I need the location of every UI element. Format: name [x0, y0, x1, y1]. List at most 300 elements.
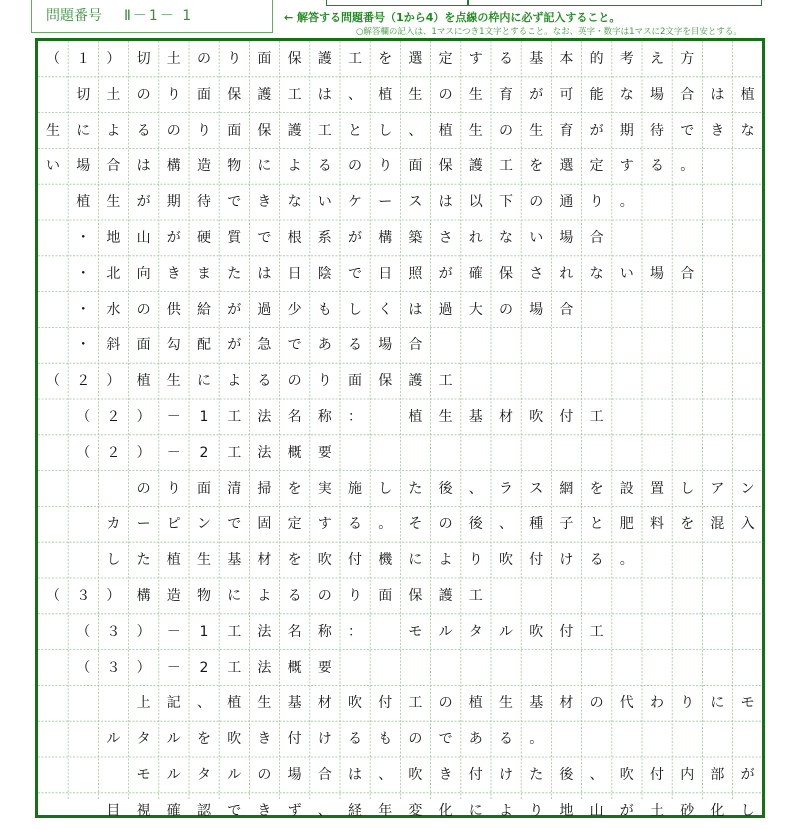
answer-cell[interactable]: は	[408, 301, 423, 318]
answer-cell[interactable]: で	[348, 265, 362, 282]
answer-cell[interactable]: し	[348, 301, 362, 318]
answer-cell[interactable]: タ	[197, 767, 211, 783]
answer-cell[interactable]: 工	[227, 444, 242, 461]
answer-cell[interactable]: 育	[499, 86, 513, 103]
answer-cell[interactable]: ３	[106, 623, 121, 640]
answer-cell[interactable]: は	[136, 158, 151, 175]
answer-cell[interactable]: 面	[227, 122, 242, 139]
answer-cell[interactable]: 合	[106, 158, 121, 175]
answer-cell[interactable]: を	[287, 552, 302, 569]
answer-cell[interactable]: 物	[227, 158, 242, 175]
answer-cell[interactable]: ）	[106, 373, 121, 390]
answer-cell[interactable]: さ	[529, 265, 544, 282]
answer-cell[interactable]: ）	[136, 409, 151, 425]
answer-cell[interactable]: 植	[166, 552, 181, 569]
answer-cell[interactable]: 植	[408, 409, 423, 425]
answer-cell[interactable]: し	[106, 552, 121, 569]
answer-cell[interactable]: 選	[408, 51, 423, 67]
answer-cell[interactable]: に	[408, 552, 423, 569]
answer-cell[interactable]: 陰	[317, 265, 332, 282]
answer-cell[interactable]: で	[438, 731, 453, 748]
answer-cell[interactable]: 合	[317, 767, 332, 783]
answer-cell[interactable]: た	[529, 767, 544, 783]
answer-cell[interactable]: 水	[106, 301, 121, 318]
answer-cell[interactable]: な	[619, 86, 634, 103]
answer-cell[interactable]: 照	[408, 265, 423, 282]
answer-cell[interactable]: 方	[680, 51, 695, 67]
answer-cell[interactable]: 認	[197, 802, 211, 819]
answer-cell[interactable]: の	[166, 122, 181, 139]
answer-cell[interactable]: の	[529, 194, 544, 211]
answer-cell[interactable]: 場	[287, 767, 302, 783]
answer-cell[interactable]: 吹	[348, 695, 362, 712]
answer-cell[interactable]: く	[378, 301, 393, 318]
answer-cell[interactable]: 基	[529, 695, 544, 712]
answer-cell[interactable]: 概	[287, 444, 302, 461]
answer-cell[interactable]: 吹	[317, 552, 332, 569]
answer-cell[interactable]: 基	[227, 552, 242, 569]
answer-cell[interactable]: 供	[166, 301, 181, 318]
answer-cell[interactable]: 清	[227, 480, 242, 497]
answer-cell[interactable]: ル	[499, 623, 513, 640]
answer-cell[interactable]: 生	[257, 695, 272, 712]
answer-cell[interactable]: 少	[287, 301, 302, 318]
answer-cell[interactable]: 名	[287, 409, 302, 425]
answer-cell[interactable]: す	[317, 516, 332, 533]
answer-cell[interactable]	[98, 471, 128, 507]
answer-cell[interactable]: 材	[317, 695, 332, 712]
answer-cell[interactable]: 法	[257, 659, 272, 676]
answer-cell[interactable]: 種	[529, 516, 544, 533]
answer-cell[interactable]: 。	[680, 158, 695, 175]
answer-cell[interactable]: 系	[317, 230, 332, 246]
answer-cell[interactable]: 称	[317, 409, 332, 425]
answer-cell[interactable]: 肥	[619, 516, 634, 533]
answer-cell[interactable]: 吹	[408, 767, 423, 783]
answer-cell[interactable]: 確	[468, 265, 483, 282]
answer-cell[interactable]: が	[227, 337, 242, 354]
answer-cell[interactable]: り	[468, 552, 483, 569]
answer-cell[interactable]: 合	[408, 337, 423, 354]
answer-cell[interactable]: 斜	[106, 337, 121, 354]
answer-cell[interactable]: は	[710, 86, 725, 103]
answer-cell[interactable]: 記	[166, 695, 181, 712]
answer-cell[interactable]: ル	[166, 731, 181, 748]
answer-cell[interactable]	[68, 721, 98, 757]
answer-cell[interactable]: 能	[589, 86, 604, 103]
answer-cell[interactable]: で	[680, 122, 695, 139]
answer-cell[interactable]: の	[499, 122, 513, 139]
answer-cell[interactable]: の	[136, 480, 151, 497]
answer-cell[interactable]	[38, 399, 68, 435]
answer-cell[interactable]: 地	[559, 802, 574, 819]
answer-cell[interactable]: 生	[197, 552, 211, 569]
answer-cell[interactable]: 北	[106, 265, 121, 282]
answer-cell[interactable]: 、	[378, 767, 393, 783]
answer-cell[interactable]: り	[589, 194, 604, 211]
answer-cell[interactable]: 付	[559, 623, 574, 640]
answer-cell[interactable]: －	[166, 623, 181, 640]
answer-cell[interactable]: 工	[348, 51, 362, 67]
answer-cell[interactable]: ケ	[348, 194, 362, 211]
answer-cell[interactable]: い	[619, 265, 634, 282]
answer-cell[interactable]: あ	[468, 731, 483, 748]
answer-cell[interactable]: 面	[257, 51, 272, 67]
answer-cell[interactable]: の	[438, 516, 453, 533]
answer-cell[interactable]: 過	[257, 301, 272, 318]
answer-cell[interactable]: 工	[499, 158, 513, 175]
answer-cell[interactable]: 目	[106, 802, 121, 819]
answer-cell[interactable]: 給	[197, 301, 211, 318]
answer-cell[interactable]: 化	[438, 802, 453, 819]
answer-cell[interactable]: の	[438, 86, 453, 103]
answer-cell[interactable]: モ	[408, 623, 423, 640]
answer-cell[interactable]: 質	[227, 230, 242, 246]
answer-cell[interactable]: 工	[227, 659, 242, 676]
answer-cell[interactable]: 法	[257, 623, 272, 640]
answer-cell[interactable]: 土	[166, 51, 181, 67]
answer-cell[interactable]: 入	[740, 516, 755, 533]
answer-cell[interactable]	[38, 435, 68, 471]
answer-cell[interactable]: 。	[378, 516, 393, 533]
answer-cell[interactable]: し	[378, 480, 393, 497]
answer-cell[interactable]: ン	[197, 516, 211, 533]
answer-cell[interactable]: 年	[378, 802, 393, 819]
answer-cell[interactable]: よ	[438, 552, 453, 569]
answer-cell[interactable]: 面	[378, 588, 393, 604]
answer-cell[interactable]: 生	[46, 122, 60, 139]
answer-cell[interactable]: 切	[76, 86, 91, 103]
answer-cell[interactable]: 急	[257, 337, 272, 354]
answer-cell[interactable]: 生	[529, 122, 544, 139]
answer-cell[interactable]	[38, 256, 68, 292]
answer-cell[interactable]: を	[529, 158, 544, 175]
answer-cell[interactable]	[38, 184, 68, 220]
answer-cell[interactable]: を	[680, 516, 695, 533]
answer-cell[interactable]: が	[529, 86, 544, 103]
answer-cell[interactable]: ー	[378, 194, 393, 211]
answer-cell[interactable]: 造	[166, 588, 181, 604]
answer-cell[interactable]: は	[438, 194, 453, 211]
answer-cell[interactable]: る	[348, 516, 362, 533]
answer-cell[interactable]: 確	[166, 802, 181, 819]
answer-cell[interactable]: 下	[499, 194, 513, 211]
answer-cell[interactable]: 的	[589, 51, 604, 67]
answer-cell[interactable]: の	[438, 695, 453, 712]
answer-cell[interactable]: 後	[468, 516, 483, 533]
answer-cell[interactable]: 法	[257, 444, 272, 461]
answer-cell[interactable]: し	[740, 802, 755, 819]
answer-cell[interactable]: り	[166, 86, 181, 103]
answer-cell[interactable]: る	[499, 731, 513, 748]
answer-cell[interactable]: 植	[76, 194, 91, 211]
answer-cell[interactable]: 合	[680, 265, 695, 282]
answer-cell[interactable]: 場	[529, 301, 544, 318]
answer-cell[interactable]: と	[589, 516, 604, 533]
answer-cell[interactable]: な	[499, 230, 513, 246]
answer-cell[interactable]: 保	[227, 86, 242, 103]
answer-cell[interactable]	[38, 757, 68, 793]
answer-cell[interactable]: 植	[227, 695, 242, 712]
answer-cell[interactable]: 要	[317, 659, 332, 676]
answer-cell[interactable]: 土	[650, 802, 664, 819]
answer-cell[interactable]: え	[650, 51, 664, 67]
answer-cell[interactable]: が	[619, 802, 634, 819]
answer-cell[interactable]: 名	[287, 623, 302, 640]
answer-cell[interactable]: 混	[710, 516, 725, 533]
answer-cell[interactable]	[38, 650, 68, 686]
answer-cell[interactable]: 生	[408, 86, 423, 103]
answer-cell[interactable]: （	[76, 659, 91, 676]
answer-cell[interactable]: 面	[197, 86, 211, 103]
answer-cell[interactable]: い	[317, 194, 332, 211]
answer-cell[interactable]: 構	[166, 158, 181, 175]
answer-cell[interactable]	[68, 685, 98, 721]
answer-cell[interactable]: 待	[197, 194, 211, 211]
answer-cell[interactable]: 待	[650, 122, 664, 139]
answer-cell[interactable]: 面	[197, 480, 211, 497]
answer-cell[interactable]: 2	[199, 659, 209, 676]
answer-cell[interactable]: ２	[106, 444, 121, 461]
answer-cell[interactable]: 付	[468, 767, 483, 783]
answer-cell[interactable]	[68, 471, 98, 507]
answer-cell[interactable]: 護	[408, 373, 423, 390]
answer-cell[interactable]: ：	[348, 623, 362, 640]
answer-cell[interactable]: 根	[287, 230, 302, 246]
answer-cell[interactable]: 生	[106, 194, 121, 211]
answer-cell[interactable]: の	[197, 51, 211, 67]
answer-cell[interactable]: 場	[76, 158, 91, 175]
answer-cell[interactable]: 保	[257, 122, 272, 139]
answer-cell[interactable]: に	[76, 122, 91, 139]
answer-cell[interactable]: 上	[136, 695, 151, 712]
answer-cell[interactable]	[370, 614, 400, 650]
answer-cell[interactable]: 勾	[166, 337, 181, 354]
answer-cell[interactable]: り	[348, 588, 362, 604]
answer-cell[interactable]	[38, 721, 68, 757]
answer-cell[interactable]: ・	[76, 265, 91, 282]
answer-cell[interactable]	[98, 685, 128, 721]
answer-cell[interactable]: ）	[136, 623, 151, 640]
answer-cell[interactable]: り	[529, 802, 544, 819]
answer-cell[interactable]: モ	[740, 695, 755, 712]
answer-cell[interactable]: タ	[468, 623, 483, 640]
answer-cell[interactable]: で	[227, 194, 242, 211]
answer-cell[interactable]: け	[499, 767, 513, 783]
answer-cell[interactable]: る	[348, 731, 362, 748]
answer-cell[interactable]: を	[378, 51, 393, 67]
answer-cell[interactable]: 料	[650, 516, 664, 533]
answer-cell[interactable]: 固	[257, 516, 272, 533]
answer-cell[interactable]: １	[76, 51, 91, 67]
answer-cell[interactable]: そ	[408, 516, 423, 533]
answer-cell[interactable]	[38, 471, 68, 507]
answer-cell[interactable]: の	[499, 301, 513, 318]
answer-cell[interactable]: が	[136, 194, 151, 211]
answer-cell[interactable]: が	[438, 265, 453, 282]
answer-cell[interactable]: き	[257, 194, 272, 211]
answer-cell[interactable]: カ	[106, 516, 121, 533]
answer-cell[interactable]: 法	[257, 409, 272, 425]
answer-cell[interactable]: が	[589, 122, 604, 139]
answer-cell[interactable]: 造	[197, 158, 211, 175]
answer-cell[interactable]: 選	[559, 158, 574, 175]
answer-cell[interactable]: の	[589, 695, 604, 712]
answer-cell[interactable]: が	[348, 230, 362, 246]
answer-cell[interactable]: 吹	[499, 552, 513, 569]
answer-cell[interactable]	[68, 506, 98, 542]
answer-cell[interactable]: 2	[199, 444, 209, 461]
answer-cell[interactable]: け	[559, 552, 574, 569]
answer-cell[interactable]: よ	[106, 122, 121, 139]
answer-cell[interactable]: り	[227, 51, 242, 67]
answer-cell[interactable]: し	[378, 122, 393, 139]
answer-cell[interactable]: 植	[136, 373, 151, 390]
answer-cell[interactable]: ３	[106, 659, 121, 676]
answer-cell[interactable]: に	[197, 373, 211, 390]
answer-cell[interactable]: 砂	[680, 802, 695, 819]
answer-cell[interactable]: 面	[408, 158, 423, 175]
answer-cell[interactable]: 護	[257, 86, 272, 103]
answer-cell[interactable]: 後	[559, 767, 574, 783]
answer-cell[interactable]: あ	[317, 337, 332, 354]
answer-cell[interactable]: 網	[559, 480, 574, 497]
answer-cell[interactable]: た	[136, 552, 151, 569]
answer-cell[interactable]	[38, 542, 68, 578]
answer-cell[interactable]	[38, 685, 68, 721]
answer-cell[interactable]	[370, 399, 400, 435]
answer-cell[interactable]: た	[408, 480, 423, 497]
answer-cell[interactable]: 生	[499, 695, 513, 712]
answer-cell[interactable]: る	[650, 158, 664, 175]
answer-cell[interactable]: る	[317, 158, 332, 175]
answer-cell[interactable]: に	[257, 158, 272, 175]
answer-cell[interactable]: 工	[227, 409, 242, 425]
answer-cell[interactable]: ス	[529, 480, 544, 497]
answer-cell[interactable]: ：	[348, 409, 362, 425]
answer-cell[interactable]: 護	[468, 158, 483, 175]
answer-cell[interactable]: で	[257, 230, 272, 246]
answer-cell[interactable]	[68, 542, 98, 578]
answer-cell[interactable]	[38, 77, 68, 113]
answer-cell[interactable]: ラ	[499, 480, 513, 497]
answer-cell[interactable]: 付	[348, 552, 362, 569]
answer-cell[interactable]: ）	[106, 51, 121, 67]
answer-cell[interactable]: 。	[619, 552, 634, 569]
answer-cell[interactable]: 生	[468, 122, 483, 139]
answer-cell[interactable]: 保	[408, 588, 423, 604]
answer-cell[interactable]: 機	[378, 552, 393, 569]
answer-cell[interactable]: に	[468, 802, 483, 819]
answer-cell[interactable]: も	[378, 731, 393, 748]
answer-cell[interactable]: 工	[317, 122, 332, 139]
answer-cell[interactable]: ）	[136, 444, 151, 461]
answer-cell[interactable]: 場	[650, 265, 664, 282]
answer-cell[interactable]: 護	[317, 51, 332, 67]
answer-cell[interactable]: 工	[589, 623, 604, 640]
answer-cell[interactable]: 場	[650, 86, 664, 103]
answer-cell[interactable]	[38, 614, 68, 650]
answer-cell[interactable]: 部	[710, 767, 725, 783]
answer-cell[interactable]: 地	[106, 230, 121, 246]
answer-cell[interactable]: き	[166, 265, 181, 282]
answer-cell[interactable]: 合	[680, 86, 695, 103]
answer-cell[interactable]: 工	[227, 623, 242, 640]
answer-cell[interactable]: 定	[589, 158, 604, 175]
answer-cell[interactable]: き	[257, 802, 272, 819]
answer-cell[interactable]: き	[710, 122, 725, 139]
answer-cell[interactable]: る	[348, 337, 362, 354]
answer-cell[interactable]: －	[166, 444, 181, 461]
answer-cell[interactable]: （	[46, 51, 60, 67]
answer-cell[interactable]: 。	[529, 731, 544, 748]
answer-cell[interactable]: ２	[76, 373, 91, 390]
answer-cell[interactable]: す	[619, 158, 634, 175]
answer-cell[interactable]: 生	[438, 409, 453, 425]
answer-cell[interactable]: 面	[348, 373, 362, 390]
answer-cell[interactable]: －	[166, 409, 181, 425]
answer-cell[interactable]: 場	[559, 230, 574, 246]
answer-cell[interactable]: 築	[408, 230, 423, 246]
answer-cell[interactable]: り	[166, 480, 181, 497]
answer-cell[interactable]: 、	[499, 516, 513, 533]
answer-cell[interactable]: さ	[438, 230, 453, 246]
answer-cell[interactable]: 保	[378, 373, 393, 390]
answer-cell[interactable]: 。	[619, 194, 634, 211]
answer-cell[interactable]: 定	[287, 516, 302, 533]
answer-cell[interactable]: よ	[257, 588, 272, 604]
answer-cell[interactable]: に	[710, 695, 725, 712]
answer-cell[interactable]: 要	[317, 444, 332, 461]
answer-cell[interactable]: 山	[589, 802, 604, 819]
answer-cell[interactable]: 基	[287, 695, 302, 712]
answer-cell[interactable]: が	[166, 230, 181, 246]
answer-cell[interactable]: し	[680, 480, 695, 497]
answer-cell[interactable]: に	[227, 588, 242, 604]
answer-cell[interactable]: 構	[136, 588, 151, 604]
answer-cell[interactable]: 概	[287, 659, 302, 676]
answer-cell[interactable]: 施	[348, 480, 362, 497]
answer-cell[interactable]: 保	[438, 158, 453, 175]
answer-cell[interactable]: （	[76, 444, 91, 461]
answer-cell[interactable]: の	[257, 767, 272, 783]
answer-cell[interactable]: ン	[740, 480, 755, 497]
answer-cell[interactable]: よ	[499, 802, 513, 819]
answer-cell[interactable]: （	[46, 588, 60, 604]
answer-cell[interactable]: （	[76, 409, 91, 425]
answer-cell[interactable]: 工	[468, 588, 483, 604]
answer-cell[interactable]: の	[317, 588, 332, 604]
answer-cell[interactable]: 内	[680, 767, 695, 783]
answer-cell[interactable]: 、	[348, 86, 362, 103]
answer-cell[interactable]: 植	[438, 122, 453, 139]
answer-cell[interactable]: も	[317, 301, 332, 318]
answer-cell[interactable]: 物	[197, 588, 211, 604]
answer-cell[interactable]: で	[287, 337, 302, 354]
answer-cell[interactable]: 植	[740, 86, 755, 103]
answer-cell[interactable]: 護	[287, 122, 302, 139]
answer-cell[interactable]: 定	[438, 51, 453, 67]
answer-cell[interactable]: 、	[408, 122, 423, 139]
answer-cell[interactable]: 保	[287, 51, 302, 67]
answer-cell[interactable]: 付	[650, 767, 664, 783]
answer-cell[interactable]	[98, 757, 128, 793]
answer-cell[interactable]: ３	[76, 588, 91, 604]
answer-cell[interactable]: 吹	[529, 409, 544, 425]
problem-number-value[interactable]: Ⅱ－1－ 1	[124, 8, 194, 24]
answer-cell[interactable]: 基	[468, 409, 483, 425]
answer-cell[interactable]	[38, 220, 68, 256]
